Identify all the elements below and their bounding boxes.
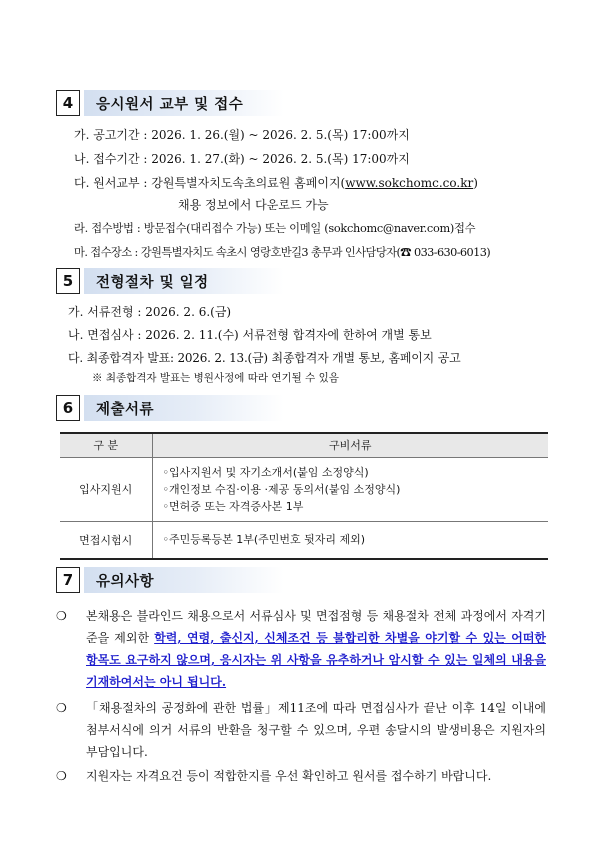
section-title: 제출서류 [84,395,284,421]
section-number: 7 [56,567,80,593]
section-6-header [56,395,284,421]
website-link[interactable]: www.sokchomc.co.kr [345,176,474,190]
bullet-icon: ❍ [56,609,67,623]
notice-period: 가. 공고기간 : 2026. 1. 26.(월) ~ 2026. 2. 5.(목) 17:00까지 [74,128,410,142]
note-highlight: 학력, 연령, 출신지, 신체조건 등 불합리한 차별을 야기할 수 있는 어떠한 항목도 요구하지 않으며, 응시자는 위 사항을 유추하거나 암시할 수 있는 일체의 내용을 기재하여서는 아니 됩니다. [86,631,547,689]
note-blind-recruitment [56,605,546,693]
section-title: 응시원서 교부 및 접수 [84,90,284,116]
note-eligibility [56,765,546,787]
note-text: 지원자는 자격요건 등이 적합한지를 우선 확인하고 원서를 접수하기 바랍니다. [86,769,492,783]
section-number: 4 [56,90,80,116]
document-item: ◦주민등록등본 1부(주민번호 뒷자리 제외) [162,533,366,547]
section-title: 전형절차 및 일정 [84,268,284,294]
section-5-header [56,268,284,294]
document-item: ◦개인정보 수집·이용 ·제공 동의서(붙임 소정양식) [162,482,401,496]
form-distribution [74,175,478,191]
form-distribution-line2: 채용 정보에서 다운로드 가능 [178,198,329,212]
row-category: 면접시험시 [60,521,152,559]
note-text: 본채용은 블라인드 채용으로서 서류심사 및 면접점형 등 채용절차 전체 과정에서 자격기준을 제외한 [86,609,546,645]
form-distribution-text: 다. 원서교부 : 강원특별자치도속초의료원 홈페이지( [74,176,346,190]
table-row [60,457,548,521]
row-items [152,521,548,559]
schedule-final-announcement: 다. 최종합격자 발표: 2026. 2. 13.(금) 최종합격자 개별 통보, 홈페이지 공고 [68,351,461,365]
application-period: 나. 접수기간 : 2026. 1. 27.(화) ~ 2026. 2. 5.(목) 17:00까지 [74,152,410,166]
document-item: ◦면허증 또는 자격증사본 1부 [162,499,304,513]
application-method: 라. 접수방법 : 방문접수(대리접수 가능) 또는 이메일 (sokchomc@naver.com)접수 [74,222,476,235]
bullet-icon: ❍ [56,701,67,715]
section-number: 6 [56,395,80,421]
schedule-footnote: ※ 최종합격자 발표는 병원사정에 따라 연기될 수 있음 [92,372,339,384]
row-category: 입사지원시 [60,457,152,521]
application-place: 마. 접수장소 : 강원특별자치도 속초시 영랑호반길3 총무과 인사담당자(☎ 033-630-6013) [74,246,491,259]
section-number: 5 [56,268,80,294]
note-text: 「채용절차의 공정화에 관한 법률」제11조에 따라 면접심사가 끝난 이후 14일 이내에 첨부서식에 의거 서류의 반환을 청구할 수 있으며, 우편 송달시의 발생비용은 지원자의 부담입니다. [86,701,546,759]
table-row [60,521,548,559]
note-document-return [56,697,546,763]
header-documents: 구비서류 [152,433,548,457]
table-header-row [60,433,548,457]
bullet-icon: ❍ [56,769,67,783]
section-4-header [56,90,284,116]
schedule-interview: 나. 면접심사 : 2026. 2. 11.(수) 서류전형 합격자에 한하여 개별 통보 [68,328,432,342]
row-items [152,457,548,521]
section-7-header [56,567,284,593]
schedule-document-screening: 가. 서류전형 : 2026. 2. 6.(금) [68,305,232,319]
form-distribution-suffix: ) [473,176,478,190]
section-title: 유의사항 [84,567,284,593]
document-item: ◦입사지원서 및 자기소개서(붙임 소정양식) [162,465,369,479]
documents-table [60,432,548,560]
header-category: 구 분 [60,433,152,457]
